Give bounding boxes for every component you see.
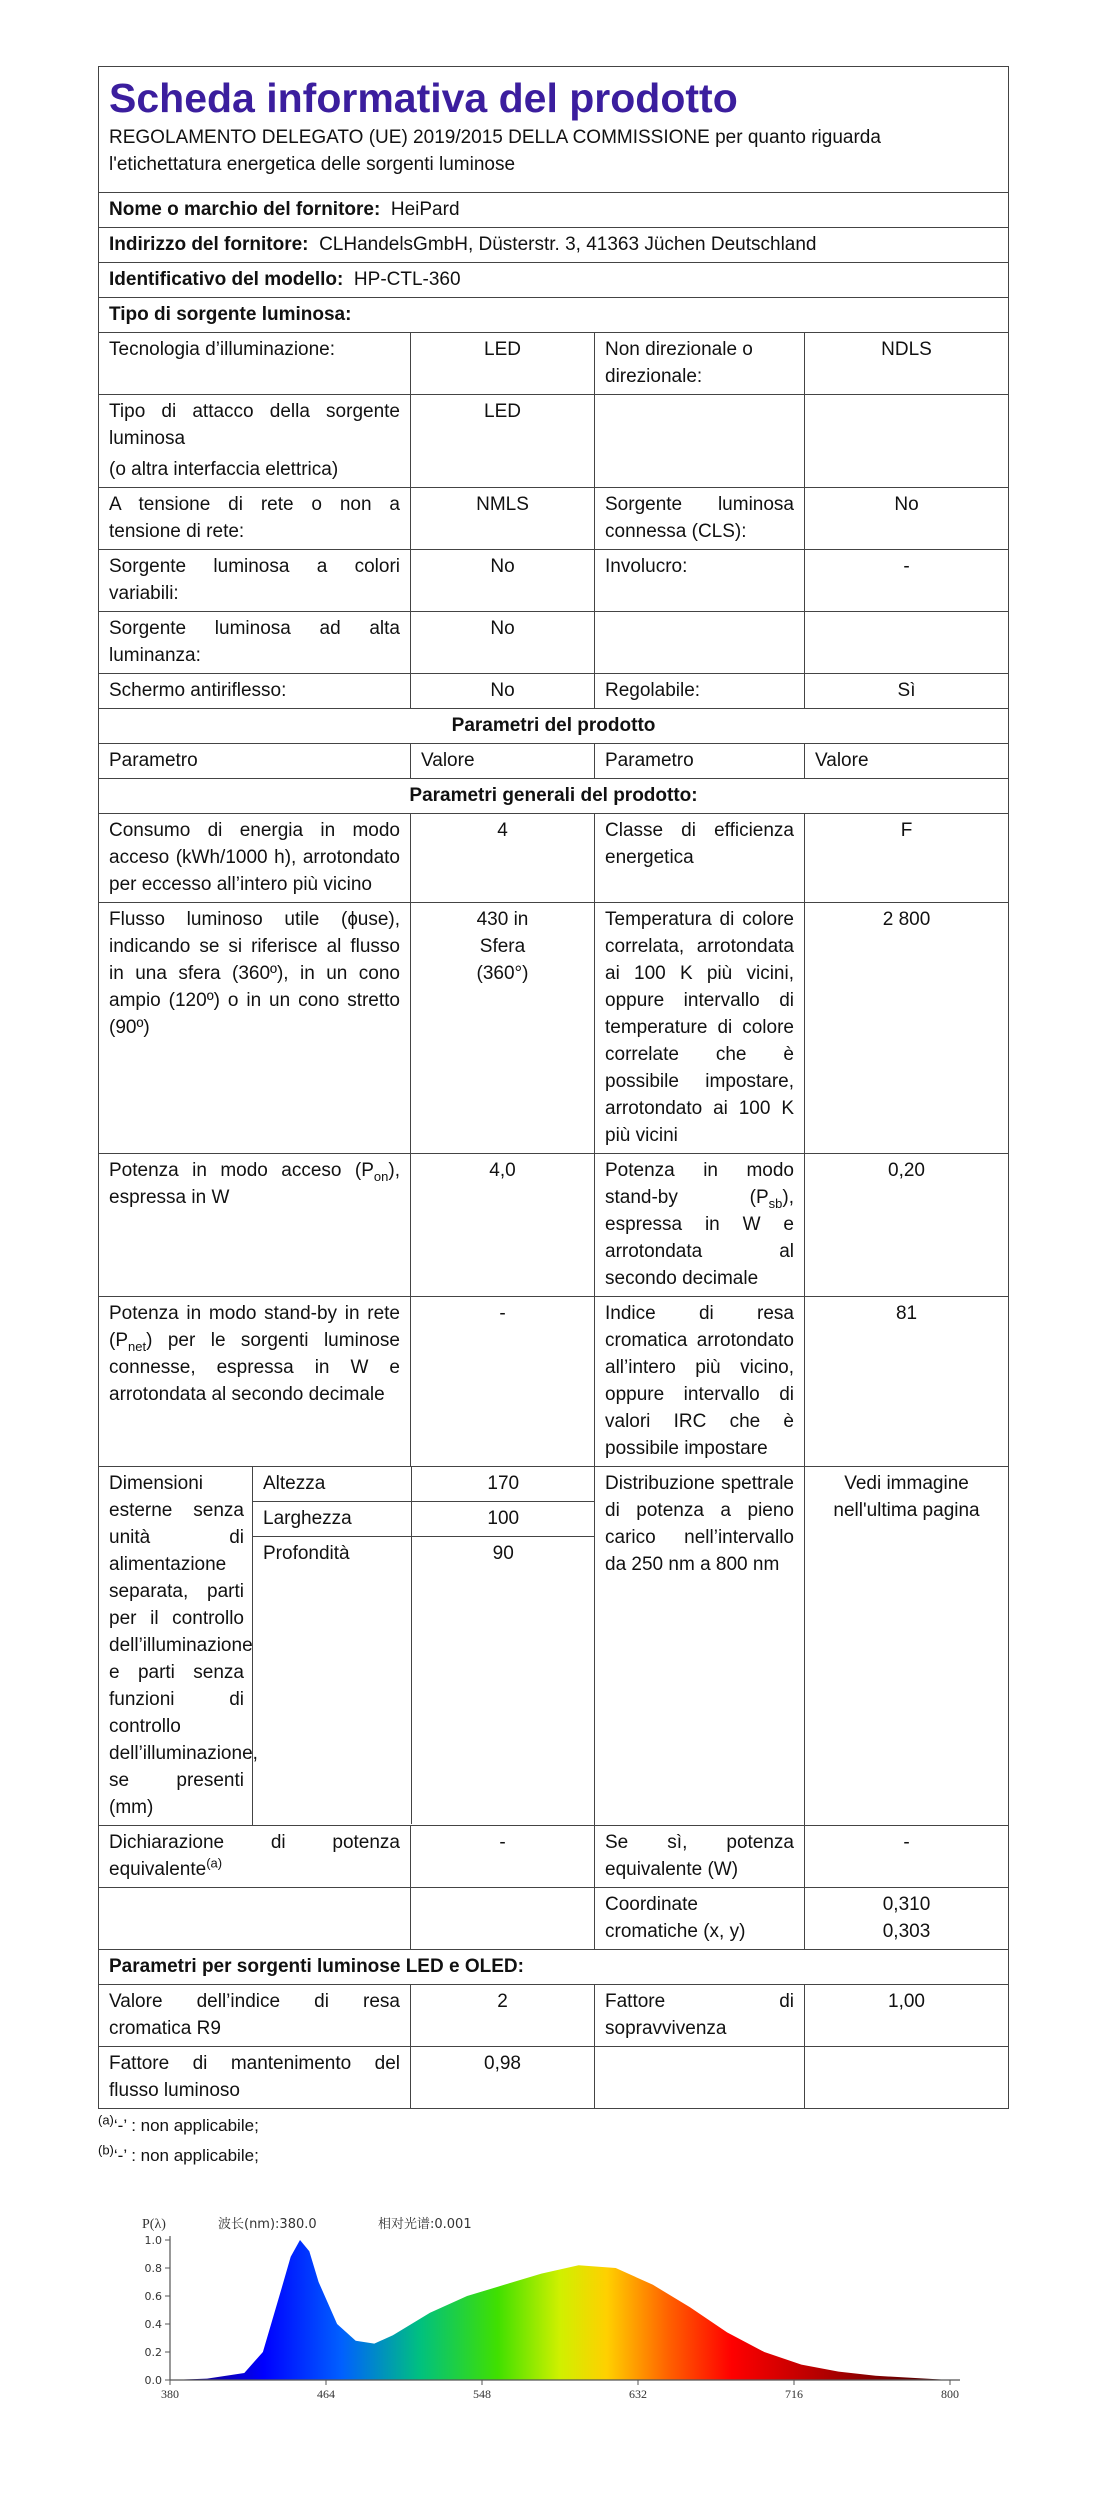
- chroma-label: Coordinate cromatiche (x, y): [595, 1888, 805, 1950]
- cap-label-note: (o altra interfaccia elettrica): [109, 459, 339, 480]
- supplier-address-row: [99, 228, 1009, 263]
- footnote-b: [98, 2141, 1008, 2171]
- footnote-a-mark: (a): [98, 2112, 114, 2128]
- model-value: HP-CTL-360: [353, 269, 461, 290]
- y-tick-label: 1.0: [144, 2234, 162, 2247]
- row-energy: [99, 814, 1009, 903]
- spectrum-svg: [120, 2210, 1000, 2410]
- led-heading-row: [99, 1950, 1009, 1985]
- high-luminance-label: Sorgente luminosa ad alta luminanza:: [99, 612, 411, 674]
- x-tick-label: 632: [629, 2387, 647, 2401]
- general-heading-row: [99, 779, 1009, 814]
- flux-value: 430 in Sfera (360°): [411, 903, 595, 1154]
- equiv-w-label: Se sì, potenza equivalente (W): [595, 1826, 805, 1888]
- x-tick-label: 548: [473, 2387, 491, 2401]
- y-tick-label: 0.4: [144, 2318, 162, 2331]
- r9-label: Valore dell’indice di resa cromatica R9: [99, 1985, 411, 2047]
- pon-sub: on: [373, 1168, 389, 1184]
- footnotes: [98, 2111, 1008, 2171]
- psb-label: Potenza in modo stand-by (P: [605, 1160, 794, 1208]
- page-title: Scheda informativa del prodotto: [109, 75, 738, 121]
- pnet-label: Potenza in modo stand-by in rete (P: [109, 1303, 400, 1351]
- psb-value: 0,20: [805, 1154, 1009, 1297]
- col-param-header: Parametro: [99, 744, 411, 779]
- empty-cell: [595, 2047, 805, 2109]
- row-high-luminance: [99, 612, 1009, 674]
- footnote-b-mark: (b): [98, 2142, 114, 2158]
- class-label: Classe di efficienza energetica: [595, 814, 805, 903]
- footnote-a: [98, 2111, 1008, 2141]
- row-cap: [99, 395, 1009, 488]
- chroma-x: 0,310: [882, 1894, 931, 1915]
- row-chromaticity: [99, 1888, 1009, 1950]
- color-label: Sorgente luminosa a colori variabili:: [99, 550, 411, 612]
- cls-value: No: [805, 488, 1009, 550]
- y-tick-label: 0.6: [144, 2290, 162, 2303]
- empty-cell: [411, 1888, 595, 1950]
- spd-label: Distribuzione spettrale di potenza a pieno carico nell’intervallo da 250 nm a 800 nm: [595, 1467, 805, 1826]
- equiv-label: Dichiarazione di potenza equivalente: [109, 1832, 400, 1880]
- dims-label: Dimensioni esterne senza unità di alimentazione separata, parti per il controllo dell’illuminazione e parti senza funzioni di controllo dell’illuminazione, se presenti (mm): [99, 1467, 253, 1826]
- cap-label: Tipo di attacco della sorgente luminosa: [109, 401, 400, 449]
- row-technology: [99, 333, 1009, 395]
- params-heading-row: [99, 709, 1009, 744]
- cct-label: Temperatura di colore correlata, arrotondata ai 100 K più vicini, oppure intervallo di temperature di colore correlate che è possibile impostare, arrotondato ai 100 K più vicini: [595, 903, 805, 1154]
- empty-cell: [99, 1888, 411, 1950]
- y-tick-label: 0.8: [144, 2262, 162, 2275]
- y-tick-label: 0.0: [144, 2374, 162, 2387]
- row-mains: [99, 488, 1009, 550]
- height-value: 170: [411, 1467, 595, 1502]
- class-value: F: [805, 814, 1009, 903]
- y-tick-label: 0.2: [144, 2346, 162, 2359]
- col-value-header: Valore: [411, 744, 595, 779]
- empty-cell: [805, 612, 1009, 674]
- col-param-header-2: Parametro: [595, 744, 805, 779]
- cct-value: 2 800: [805, 903, 1009, 1154]
- glare-value: No: [411, 674, 595, 709]
- empty-cell: [805, 2047, 1009, 2109]
- pon-label: Potenza in modo acceso (P: [109, 1160, 374, 1181]
- col-value-header-2: Valore: [805, 744, 1009, 779]
- spectrum-area: [170, 2240, 950, 2380]
- general-heading: Parametri generali del prodotto:: [99, 779, 1009, 814]
- row-color: [99, 550, 1009, 612]
- glare-label: Schermo antiriflesso:: [99, 674, 411, 709]
- mains-value: NMLS: [411, 488, 595, 550]
- dims-table: [253, 1467, 595, 1824]
- cls-label: Sorgente luminosa connessa (CLS):: [595, 488, 805, 550]
- supplier-name-label: Nome o marchio del fornitore:: [109, 199, 381, 220]
- row-maintenance: [99, 2047, 1009, 2109]
- pnet-label-end: ) per le sorgenti luminose connesse, espressa in W e arrotondata al secondo decimale: [109, 1330, 400, 1405]
- energy-value: 4: [411, 814, 595, 903]
- high-luminance-value: No: [411, 612, 595, 674]
- footnote-b-text: ‘-’ : non applicabile;: [113, 2146, 259, 2165]
- depth-row: [253, 1537, 595, 1825]
- x-tick-label: 464: [317, 2387, 335, 2401]
- energy-label: Consumo di energia in modo acceso (kWh/1000 h), arrotondato per eccesso all’intero più vicino: [99, 814, 411, 903]
- equiv-value: -: [411, 1826, 595, 1888]
- title-row: [99, 67, 1009, 193]
- x-tick-label: 800: [941, 2387, 959, 2401]
- relative-readout: 相对光谱:0.001: [378, 2217, 472, 2232]
- row-r9: [99, 1985, 1009, 2047]
- empty-cell: [805, 395, 1009, 488]
- row-equivalent: [99, 1826, 1009, 1888]
- width-row: [253, 1502, 595, 1537]
- led-heading: Parametri per sorgenti luminose LED e OLED:: [99, 1950, 1009, 1985]
- spd-value: Vedi immagine nell'ultima pagina: [805, 1467, 1009, 1826]
- y-ticks: [145, 2234, 171, 2387]
- envelope-label: Involucro:: [595, 550, 805, 612]
- dimmable-value: Sì: [805, 674, 1009, 709]
- params-heading: Parametri del prodotto: [99, 709, 1009, 744]
- row-flux: [99, 903, 1009, 1154]
- cri-label: Indice di resa cromatica arrotondato all’intero più vicino, oppure intervallo di valori IRC che è possibile impostare: [595, 1297, 805, 1467]
- flux-label: Flusso luminoso utile (ɸuse), indicando se si riferisce al flusso in una sfera (360º), in un cono ampio (120º) o in un cono stretto (90º): [99, 903, 411, 1154]
- regulation-text: REGOLAMENTO DELEGATO (UE) 2019/2015 DELLA COMMISSIONE per quanto riguarda l'etichettatura energetica delle sorgenti luminose: [109, 127, 881, 175]
- equiv-w-value: -: [805, 1826, 1009, 1888]
- empty-cell: [595, 395, 805, 488]
- tech-label: Tecnologia d’illuminazione:: [99, 333, 411, 395]
- row-dimensions: [99, 1467, 1009, 1826]
- pnet-value: -: [411, 1297, 595, 1467]
- survival-label: Fattore di sopravvivenza: [595, 1985, 805, 2047]
- dir-label: Non direzionale o direzionale:: [595, 333, 805, 395]
- pnet-sub: net: [128, 1338, 147, 1354]
- width-label: Larghezza: [253, 1502, 411, 1537]
- depth-value: 90: [492, 1543, 514, 1564]
- width-value: 100: [411, 1502, 595, 1537]
- spectrum-chart: [120, 2210, 1000, 2410]
- x-ticks: [161, 2380, 959, 2401]
- type-heading-row: [99, 298, 1009, 333]
- supplier-name-value: HeiPard: [390, 199, 460, 220]
- dims-values: [253, 1467, 595, 1826]
- chroma-y: 0,303: [882, 1921, 931, 1942]
- maintenance-value: 0,98: [411, 2047, 595, 2109]
- pon-value: 4,0: [411, 1154, 595, 1297]
- model-row: [99, 263, 1009, 298]
- product-sheet: [98, 66, 1008, 2171]
- height-row: [253, 1467, 595, 1502]
- supplier-name-row: [99, 193, 1009, 228]
- product-info-table: [98, 66, 1009, 2109]
- psb-label-end: ), espressa in W e arrotondata al secondo decimale: [605, 1187, 794, 1289]
- equiv-sup: (a): [206, 1855, 223, 1871]
- row-power-net: [99, 1297, 1009, 1467]
- r9-value: 2: [411, 1985, 595, 2047]
- color-value: No: [411, 550, 595, 612]
- row-power-on: [99, 1154, 1009, 1297]
- maintenance-label: Fattore di mantenimento del flusso luminoso: [99, 2047, 411, 2109]
- y-axis-label: P(λ): [142, 2217, 166, 2232]
- cri-value: 81: [805, 1297, 1009, 1467]
- empty-cell: [595, 612, 805, 674]
- x-tick-label: 716: [785, 2387, 803, 2401]
- dir-value: NDLS: [805, 333, 1009, 395]
- dimmable-label: Regolabile:: [595, 674, 805, 709]
- footnote-a-text: ‘-’ : non applicabile;: [113, 2116, 259, 2135]
- pon-label-end: ), espressa in W: [109, 1160, 400, 1208]
- envelope-value: -: [805, 550, 1009, 612]
- cap-value: LED: [411, 395, 595, 488]
- height-label: Altezza: [253, 1467, 411, 1502]
- wavelength-readout: 波长(nm):380.0: [218, 2217, 317, 2232]
- params-column-header-row: [99, 744, 1009, 779]
- supplier-address-value: CLHandelsGmbH, Düsterstr. 3, 41363 Jüchen Deutschland: [319, 234, 817, 255]
- survival-value: 1,00: [805, 1985, 1009, 2047]
- mains-label: A tensione di rete o non a tensione di rete:: [99, 488, 411, 550]
- x-tick-label: 380: [161, 2387, 179, 2401]
- model-label: Identificativo del modello:: [109, 269, 344, 290]
- row-glare: [99, 674, 1009, 709]
- supplier-address-label: Indirizzo del fornitore:: [109, 234, 309, 255]
- tech-value: LED: [411, 333, 595, 395]
- type-heading: Tipo di sorgente luminosa:: [99, 298, 1009, 333]
- depth-label: Profondità: [253, 1537, 411, 1825]
- psb-sub: sb: [768, 1195, 783, 1211]
